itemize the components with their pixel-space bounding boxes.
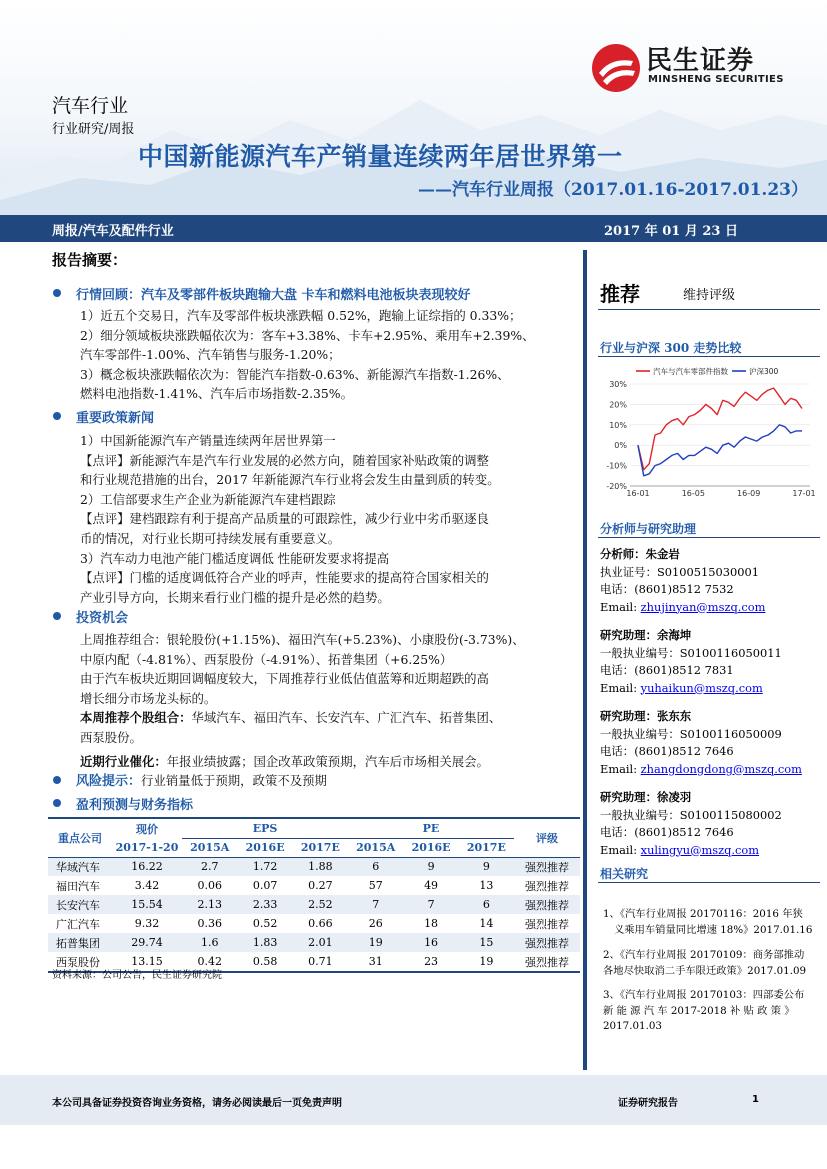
analyst-email-label: Email:	[600, 599, 638, 614]
table-cell: 7	[348, 895, 403, 914]
analyst-id-line	[600, 726, 825, 744]
related-item	[603, 907, 812, 938]
table-source: 资料来源：公司公告，民生证券研究院	[52, 970, 222, 981]
th-pe: PE	[348, 819, 514, 838]
table-cell: 18	[424, 917, 439, 930]
table-cell: 15	[459, 933, 514, 952]
table-cell: 0.06	[197, 879, 222, 892]
table-cell: 6	[348, 857, 403, 876]
rating-value: 推荐	[600, 282, 640, 306]
chart-series-line	[638, 425, 802, 476]
related-line: 义乘用车销量同比增速 18%》2017.01.16	[614, 923, 813, 936]
table-cell: 3.42	[134, 879, 160, 892]
analyst-id-label: 一般执业编号：	[600, 645, 680, 660]
th-rating: 评级	[536, 831, 558, 845]
table-cell: 16	[403, 933, 458, 952]
divider	[598, 309, 820, 310]
page-subtitle: ——汽车行业周报（2017.01.16-2017.01.23）	[418, 180, 808, 200]
table-cell: 0.58	[252, 955, 278, 968]
analyst-email-link[interactable]: xulingyu@mszq.com	[640, 842, 760, 857]
analyst-id: S0100116050011	[679, 645, 782, 660]
bullet-icon	[53, 776, 61, 784]
analyst-role: 分析师：	[600, 547, 646, 561]
company-name: 拓普集团	[48, 933, 112, 952]
section-invest-body	[80, 630, 525, 771]
bullet-icon	[53, 289, 61, 297]
table-cell: 1.6	[182, 933, 237, 952]
analyst-email-label: Email:	[600, 842, 638, 857]
related-item	[603, 948, 806, 979]
text-line	[80, 752, 525, 772]
text-line: 【点评】门槛的适度调低符合产业的呼声，性能要求的提高符合国家相关的	[80, 570, 489, 586]
chart-y-tick-label: 20%	[609, 400, 627, 410]
related-line: 1、《汽车行业周报 20170116：2016 年狭	[603, 908, 803, 920]
text-line: 3）汽车动力电池产能门槛适度调低 性能研发要求将提高	[80, 550, 390, 566]
chart-heading: 行业与沪深 300 走势比较	[600, 341, 742, 355]
table-cell: 57	[368, 879, 383, 892]
table-cell: 31	[368, 955, 383, 968]
table-cell: 26	[368, 917, 383, 930]
analyst-id-label: 执业证号：	[600, 564, 657, 579]
report-type: 行业研究/周报	[52, 122, 135, 137]
analyst-phone-line	[600, 581, 825, 599]
minsheng-logo-icon	[591, 43, 641, 93]
divider	[598, 882, 820, 883]
analyst-role: 研究助理：	[600, 709, 657, 723]
related-item	[603, 988, 804, 1035]
table-row	[48, 933, 580, 952]
table-row	[48, 857, 580, 876]
analyst-phone: (8601)8512 7532	[634, 582, 734, 596]
rating-note: 维持评级	[683, 288, 736, 303]
section-forecast-title: 盈利预测与财务指标	[76, 798, 194, 813]
analyst-list	[600, 546, 825, 870]
th-year: 2015A	[356, 841, 396, 854]
th-year: 2017E	[300, 841, 340, 854]
text-line	[80, 708, 525, 728]
risk-label: 风险提示：	[76, 774, 142, 789]
th-year: 2017E	[466, 841, 506, 854]
section-risk	[76, 770, 327, 791]
analyst-name: 余海坤	[656, 628, 692, 642]
page-title: 中国新能源汽车产销量连续两年居世界第一	[138, 142, 623, 171]
company-name: 广汇汽车	[56, 917, 100, 931]
th-year: 2016E	[411, 841, 451, 854]
analyst-card	[600, 789, 825, 859]
analyst-email-link[interactable]: zhangdongdong@mszq.com	[640, 761, 802, 776]
analyst-name-line	[600, 546, 825, 564]
th-price: 现价	[136, 822, 158, 836]
table-cell: 19	[348, 933, 403, 952]
analyst-id-line	[600, 645, 825, 663]
table-cell: 2.33	[237, 895, 292, 914]
text-line: 1）中国新能源汽车产销量连续两年居世界第一	[80, 433, 336, 448]
bullet-icon	[53, 412, 61, 420]
divider	[598, 356, 820, 357]
th-company: 重点公司	[58, 831, 102, 845]
chart-x-ticks	[626, 489, 815, 498]
band-category: 周报/汽车及配件行业	[52, 224, 174, 239]
table-cell: 2.52	[293, 895, 348, 914]
table-cell: 2.7	[182, 857, 237, 876]
analyst-id-label: 一般执业编号：	[600, 726, 680, 741]
th-year: 2015A	[190, 841, 230, 854]
analyst-phone-label: 电话：	[600, 825, 635, 839]
analyst-role: 研究助理：	[600, 790, 657, 804]
chart-y-tick-label: 10%	[609, 420, 627, 430]
report-date: 2017 年 01 月 23 日	[604, 224, 738, 239]
table-cell: 0.66	[308, 917, 333, 930]
rating-cell: 强烈推荐	[514, 933, 580, 952]
analyst-phone-label: 电话：	[600, 663, 635, 677]
analyst-name-line	[600, 789, 825, 807]
analysts-heading: 分析师与研究助理	[600, 522, 697, 536]
table-cell: 2.01	[293, 933, 348, 952]
analyst-email-line	[600, 680, 825, 698]
analyst-id-label: 一般执业编号：	[600, 807, 680, 822]
table-row	[48, 876, 580, 895]
related-line: 新 能 源 汽 车 2017-2018 补 贴 政 策 》	[603, 1004, 795, 1017]
section-market-body	[80, 306, 535, 404]
text-line: 由于汽车板块近期回调幅度较大，下周推荐行业低估值蓝筹和近期超跌的高	[80, 671, 489, 687]
table-cell: 15.54	[112, 895, 182, 914]
analyst-card	[600, 627, 825, 697]
analyst-email-line	[600, 599, 825, 617]
text-line: 2）细分领域板块涨跌幅依次为：客车+3.38%、卡车+2.95%、乘用车+2.39%、	[80, 327, 535, 343]
table-cell: 0.27	[308, 879, 333, 892]
stock-pick-text: 华域汽车、福田汽车、长安汽车、广汇汽车、拓普集团、	[191, 710, 502, 726]
related-line: 各地尽快取消二手车限迁政策》2017.01.09	[603, 964, 807, 977]
analyst-phone-line	[600, 824, 825, 842]
industry-label: 汽车行业	[52, 95, 129, 117]
table-cell: 7	[403, 895, 458, 914]
text-line: 币的情况，对行业长期可持续发展有重要意义。	[80, 530, 341, 546]
analyst-phone: (8601)8512 7831	[634, 663, 734, 677]
analyst-email-link[interactable]: yuhaikun@mszq.com	[640, 680, 763, 695]
risk-text: 行业销量低于预期，政策不及预期	[141, 773, 327, 788]
th-eps: EPS	[182, 819, 348, 838]
text-line: 产业引导方向，长期来看行业门槛的提升是必然的趋势。	[80, 589, 390, 605]
chart-y-tick-label: 30%	[609, 380, 627, 389]
column-divider	[583, 250, 587, 1070]
table-cell: 1.88	[293, 857, 348, 876]
table-cell: 16.22	[112, 857, 182, 876]
table-cell: 6	[459, 895, 514, 914]
analyst-id: S0100115080002	[679, 807, 782, 822]
table-cell: 13	[479, 879, 494, 892]
analyst-phone-label: 电话：	[600, 582, 635, 596]
th-year: 2016E	[245, 841, 285, 854]
chart-x-tick-label: 16-01	[626, 489, 650, 498]
chart-y-tick-label: 0%	[614, 441, 627, 451]
forecast-table-wrapper	[48, 817, 580, 973]
analyst-card	[600, 546, 825, 616]
text-line: 1）近五个交易日，汽车及零部件板块涨跌幅 0.52%，跑输上证综指的 0.33%；	[80, 308, 522, 323]
th-price-date: 2017-1-20	[115, 840, 179, 854]
table-cell: 2.13	[182, 895, 237, 914]
footer-disclaimer: 本公司具备证券投资咨询业务资格，请务必阅读最后一页免责声明	[52, 1098, 342, 1109]
chart-legend	[636, 366, 779, 376]
text-line: 3）概念板块涨跌幅依次为：智能汽车指数-0.63%、新能源汽车指数-1.26%、	[80, 366, 510, 382]
table-cell: 1.72	[237, 857, 292, 876]
chart-x-tick-label: 16-09	[737, 489, 761, 498]
analyst-email-line	[600, 761, 825, 779]
table-cell: 49	[424, 879, 439, 892]
analyst-id-line	[600, 807, 825, 825]
text-line: 中原内配（-4.81%）、西泵股份（-4.91%）、拓普集团（+6.25%）	[80, 651, 453, 667]
footer-doc-type: 证券研究报告	[618, 1098, 678, 1109]
chart-series-line	[638, 388, 802, 470]
chart-x-tick-label: 16-05	[681, 489, 705, 498]
analyst-id-line	[600, 564, 825, 582]
analyst-name-line	[600, 627, 825, 645]
company-name: 华域汽车	[48, 857, 112, 876]
analyst-email-label: Email:	[600, 761, 638, 776]
chart-legend-label: 沪深300	[749, 367, 779, 376]
analyst-phone-line	[600, 743, 825, 761]
related-line: 3、《汽车行业周报 20170103：四部委公布	[603, 989, 805, 1001]
analyst-name: 朱金岩	[645, 547, 680, 561]
section-market-title: 行情回顾：汽车及零部件板块跑输大盘 卡车和燃料电池板块表现较好	[76, 288, 471, 303]
forecast-table	[48, 819, 580, 971]
rating-cell: 强烈推荐	[525, 917, 569, 931]
company-name: 长安汽车	[48, 895, 112, 914]
analyst-name-line	[600, 708, 825, 726]
table-cell: 14	[479, 917, 494, 930]
text-line: 增长细分市场龙头标的。	[80, 690, 217, 706]
text-line: 【点评】建档跟踪有利于提高产品质量的可跟踪性，减少行业中劣币驱逐良	[80, 511, 489, 527]
table-cell: 0.71	[308, 955, 333, 968]
section-policy-title: 重要政策新闻	[76, 411, 155, 426]
table-cell: 0.07	[252, 879, 278, 892]
brand-name-en: MINSHENG SECURITIES	[648, 74, 784, 85]
chart-y-ticks	[606, 380, 627, 491]
company-name: 西泵股份	[56, 955, 100, 969]
analyst-email-label: Email:	[600, 680, 638, 695]
section-invest-title: 投资机会	[76, 611, 129, 626]
rating-cell: 强烈推荐	[525, 955, 569, 969]
chart-legend-label: 汽车与汽车零部件指数	[653, 367, 728, 376]
analyst-id: S0100515030001	[656, 564, 759, 579]
analyst-role: 研究助理：	[600, 628, 657, 642]
related-heading: 相关研究	[600, 867, 649, 881]
table-cell: 9	[403, 857, 458, 876]
related-line: 2017.01.03	[603, 1020, 662, 1032]
catalyst-label: 近期行业催化：	[80, 753, 167, 769]
table-cell: 1.83	[237, 933, 292, 952]
page-number: 1	[752, 1094, 759, 1105]
chart-y-tick-label: -20%	[606, 482, 627, 491]
analyst-phone: (8601)8512 7646	[634, 744, 734, 758]
text-line: 西泵股份。	[80, 729, 142, 745]
analyst-name: 张东东	[656, 709, 692, 723]
bullet-icon	[53, 612, 61, 620]
chart-y-tick-label: -10%	[606, 461, 627, 471]
rating-cell: 强烈推荐	[525, 879, 569, 893]
text-line: 上周推荐组合：银轮股份(+1.15%)、福田汽车(+5.23%)、小康股份(-3.73%)、	[80, 632, 525, 647]
analyst-phone: (8601)8512 7646	[634, 825, 734, 839]
table-cell: 0.42	[197, 955, 222, 968]
analyst-phone-line	[600, 662, 825, 680]
analyst-card	[600, 708, 825, 778]
table-cell: 9.32	[134, 917, 160, 930]
rating-cell: 强烈推荐	[514, 857, 580, 876]
trend-chart	[598, 362, 820, 498]
table-cell: 9	[459, 857, 514, 876]
table-cell: 23	[424, 955, 439, 968]
catalyst-text: 年报业绩披露；国企改革政策预期，汽车后市场相关展会。	[166, 753, 489, 769]
table-cell: 13.15	[131, 955, 163, 968]
text-line: 【点评】新能源汽车是汽车行业发展的必然方向，随着国家补贴政策的调整	[80, 452, 489, 468]
analyst-email-line	[600, 842, 825, 860]
stock-pick-label: 本周推荐个股组合：	[80, 710, 192, 726]
table-row	[48, 914, 580, 933]
analyst-phone-label: 电话：	[600, 744, 635, 758]
bullet-icon	[53, 799, 61, 807]
chart-x-tick-label: 17-01	[792, 489, 816, 498]
text-line: 2）工信部要求生产企业为新能源汽车建档跟踪	[80, 491, 336, 507]
table-cell: 19	[479, 955, 494, 968]
abstract-label: 报告摘要：	[52, 251, 128, 269]
company-name: 福田汽车	[56, 879, 100, 893]
analyst-id: S0100116050009	[679, 726, 782, 741]
divider	[598, 537, 820, 538]
brand-name-cn: 民生证券	[646, 46, 755, 76]
chart-lines	[638, 388, 802, 476]
table-cell: 0.36	[197, 917, 222, 930]
related-line: 2、《汽车行业周报 20170109：商务部推动	[603, 949, 805, 961]
section-policy-body	[80, 431, 500, 607]
table-cell: 29.74	[112, 933, 182, 952]
table-row	[48, 895, 580, 914]
analyst-email-link[interactable]: zhujinyan@mszq.com	[640, 599, 766, 614]
text-line: 汽车零部件-1.00%、汽车销售与服务-1.20%；	[80, 347, 341, 363]
text-line: 燃料电池指数-1.41%、汽车后市场指数-2.35%。	[80, 386, 353, 402]
rating-cell: 强烈推荐	[514, 895, 580, 914]
analyst-name: 徐凌羽	[656, 790, 692, 804]
text-line: 和行业规范措施的出台，2017 年新能源汽车行业将会发生由量到质的转变。	[80, 472, 500, 488]
table-cell: 0.52	[252, 917, 278, 930]
